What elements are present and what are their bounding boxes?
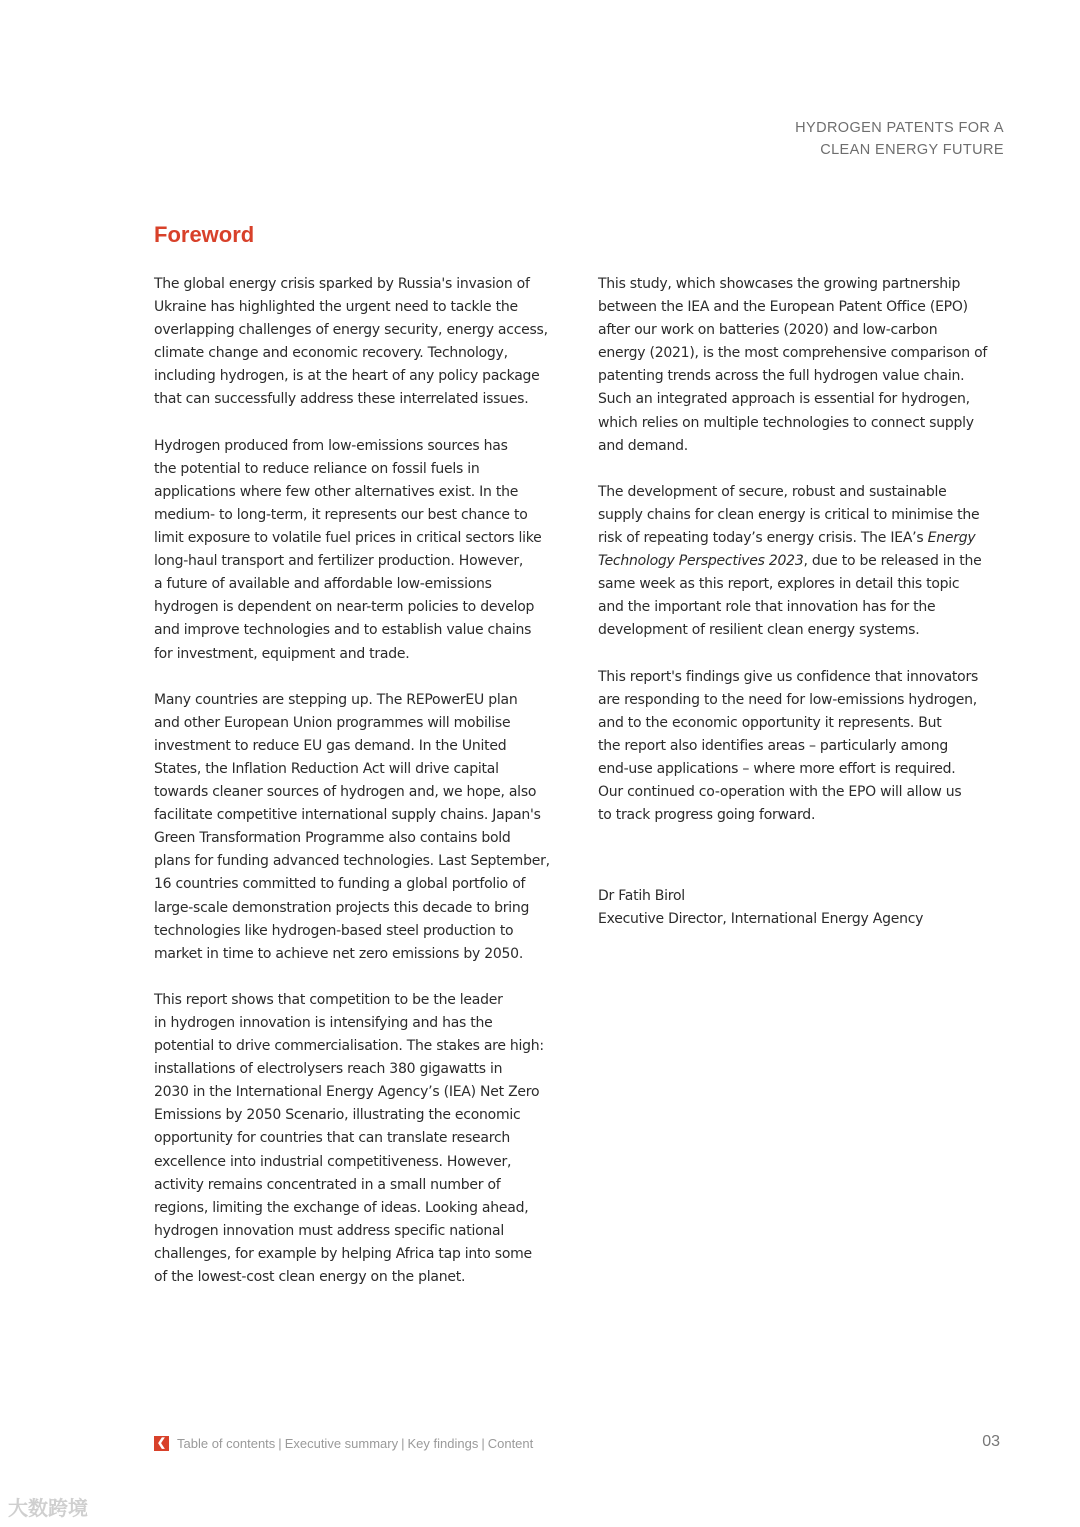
text-line: Many countries are stepping up. The REPowerEU plan: [154, 691, 518, 708]
text-line: hydrogen innovation must address specific national: [154, 1222, 504, 1239]
text-line: technologies like hydrogen-based steel production to: [154, 922, 514, 939]
paragraph: [154, 435, 574, 666]
separator: |: [481, 1436, 485, 1451]
text-line: excellence into industrial competitiveness. However,: [154, 1153, 512, 1170]
text-line: towards cleaner sources of hydrogen and, we hope, also: [154, 784, 537, 801]
text-line: and other European Union programmes will mobilise: [154, 714, 511, 731]
text-line: Such an integrated approach is essential for hydrogen,: [598, 391, 970, 408]
text-line: States, the Inflation Reduction Act will drive capital: [154, 760, 499, 777]
paragraph: [598, 273, 1018, 458]
footer-link-table-of-contents[interactable]: Table of contents: [177, 1436, 276, 1451]
text-line: activity remains concentrated in a small number of: [154, 1176, 501, 1193]
text-line: This report shows that competition to be the leader: [154, 991, 503, 1008]
text-line: market in time to achieve net zero emissions by 2050.: [154, 945, 524, 962]
text-line: Green Transformation Programme also contains bold: [154, 830, 511, 847]
paragraph: [154, 989, 574, 1289]
text-segment: , due to be released in the: [803, 553, 982, 570]
text-line: are responding to the need for low-emissions hydrogen,: [598, 691, 977, 708]
text-line: a future of available and affordable low-emissions: [154, 576, 492, 593]
text-line: hydrogen is dependent on near-term policies to develop: [154, 599, 535, 616]
text-line: opportunity for countries that can translate research: [154, 1130, 511, 1147]
separator: |: [278, 1436, 282, 1451]
text-line: regions, limiting the exchange of ideas. Looking ahead,: [154, 1199, 529, 1216]
text-line: limit exposure to volatile fuel prices in critical sectors like: [154, 530, 542, 547]
text-line: potential to drive commercialisation. The stakes are high:: [154, 1038, 544, 1055]
paragraph: [154, 689, 574, 966]
text-line: Emissions by 2050 Scenario, illustrating the economic: [154, 1107, 521, 1124]
text-line: medium- to long-term, it represents our best chance to: [154, 506, 528, 523]
text-line: to track progress going forward.: [598, 807, 816, 824]
text-line: development of resilient clean energy systems.: [598, 622, 920, 639]
text-line: large-scale demonstration projects this decade to bring: [154, 899, 530, 916]
text-line: The development of secure, robust and sustainable: [598, 483, 947, 500]
left-column: [154, 273, 574, 1312]
text-segment: risk of repeating today’s energy crisis. The IEA’s: [598, 530, 928, 547]
text-line: and improve technologies and to establish value chains: [154, 622, 532, 639]
text-line: between the IEA and the European Patent Office (EPO): [598, 299, 968, 316]
paragraph: [154, 273, 574, 412]
text-line: the report also identifies areas – particularly among: [598, 737, 948, 754]
text-line: same week as this report, explores in detail this topic: [598, 576, 960, 593]
text-line: patenting trends across the full hydrogen value chain.: [598, 368, 965, 385]
chevron-left-icon[interactable]: ❮: [154, 1436, 169, 1451]
text-line: overlapping challenges of energy security, energy access,: [154, 322, 548, 339]
text-line: facilitate competitive international supply chains. Japan's: [154, 807, 541, 824]
header-line-2: CLEAN ENERGY FUTURE: [820, 142, 1004, 158]
signature: [598, 885, 1018, 931]
text-line: and to the economic opportunity it represents. But: [598, 714, 942, 731]
text-line: long-haul transport and fertilizer production. However,: [154, 553, 524, 570]
text-line: after our work on batteries (2020) and low-carbon: [598, 322, 938, 339]
text-line: [598, 527, 1018, 550]
italic-title: Energy: [927, 530, 976, 547]
footer-nav: [154, 1436, 533, 1451]
text-line: the potential to reduce reliance on fossil fuels in: [154, 460, 480, 477]
text-line: installations of electrolysers reach 380 gigawatts in: [154, 1061, 503, 1078]
text-line: and demand.: [598, 437, 688, 454]
text-line: in hydrogen innovation is intensifying and has the: [154, 1015, 493, 1031]
text-line: which relies on multiple technologies to connect supply: [598, 414, 974, 431]
text-line: for investment, equipment and trade.: [154, 645, 410, 662]
signature-name: Dr Fatih Birol: [598, 888, 685, 905]
text-line: This study, which showcases the growing partnership: [598, 276, 961, 292]
paragraph: [598, 481, 1018, 643]
text-line: 16 countries committed to funding a global portfolio of: [154, 876, 526, 893]
text-line: challenges, for example by helping Africa tap into some: [154, 1245, 532, 1262]
footer-link-key-findings[interactable]: Key findings: [407, 1436, 479, 1451]
text-line: end-use applications – where more effort is required.: [598, 760, 956, 777]
signature-role: Executive Director, International Energy Agency: [598, 911, 924, 928]
watermark-logo: 大数跨境: [8, 1496, 88, 1520]
page-title: Foreword: [154, 222, 255, 247]
text-line: plans for funding advanced technologies. Last September,: [154, 853, 550, 870]
text-line: The global energy crisis sparked by Russia's invasion of: [154, 276, 530, 292]
page-number: 03: [982, 1433, 1000, 1450]
header-line-1: HYDROGEN PATENTS FOR A: [795, 120, 1004, 136]
text-line: Ukraine has highlighted the urgent need to tackle the: [154, 299, 518, 316]
text-line: climate change and economic recovery. Technology,: [154, 345, 508, 362]
text-line: Our continued co-operation with the EPO will allow us: [598, 784, 962, 801]
text-line: and the important role that innovation has for the: [598, 599, 936, 616]
separator: |: [401, 1436, 405, 1451]
italic-title: Technology Perspectives 2023: [598, 553, 804, 570]
text-line: of the lowest-cost clean energy on the planet.: [154, 1269, 466, 1286]
paragraph: [598, 666, 1018, 828]
text-line: that can successfully address these interrelated issues.: [154, 391, 529, 408]
report-header: [795, 117, 1004, 161]
text-line: This report's findings give us confidence that innovators: [598, 668, 979, 685]
text-line: 2030 in the International Energy Agency’s (IEA) Net Zero: [154, 1084, 540, 1101]
footer-link-executive-summary[interactable]: Executive summary: [284, 1436, 399, 1451]
footer-link-content[interactable]: Content: [487, 1436, 534, 1451]
right-column: [598, 273, 1018, 931]
text-line: energy (2021), is the most comprehensive comparison of: [598, 345, 988, 362]
text-line: investment to reduce EU gas demand. In the United: [154, 737, 507, 754]
text-line: including hydrogen, is at the heart of any policy package: [154, 368, 540, 385]
text-line: Hydrogen produced from low-emissions sources has: [154, 437, 508, 454]
text-line: supply chains for clean energy is critical to minimise the: [598, 506, 980, 523]
text-line: applications where few other alternatives exist. In the: [154, 483, 519, 500]
text-line: [598, 550, 1018, 573]
